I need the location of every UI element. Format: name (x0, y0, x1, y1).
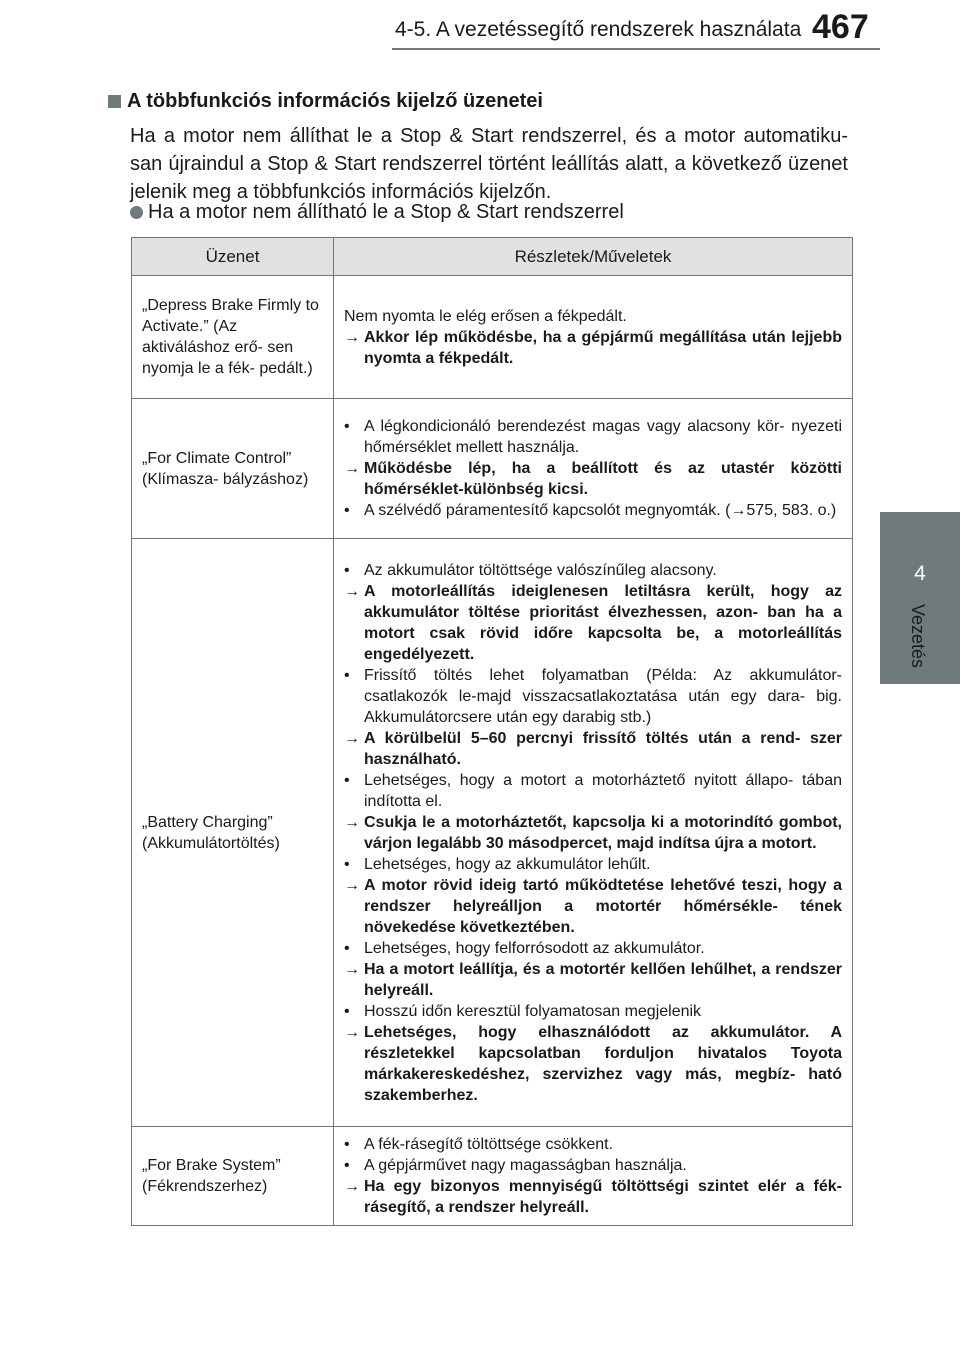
detail-arrow-item: → A körülbelül 5–60 percnyi frissítő töltés után a rend- szer használható. (344, 729, 842, 768)
chapter-label: Vezetés (908, 604, 928, 669)
bullet-icon: • (344, 1002, 350, 1020)
message-cell: „Battery Charging” (Akkumulátortöltés) (132, 539, 334, 1127)
page-number: 467 (812, 8, 869, 46)
arrow-icon: → (344, 960, 360, 978)
bullet-icon: • (344, 666, 350, 684)
details-cell (334, 276, 853, 399)
bullet-icon: • (344, 1157, 350, 1174)
table-row (132, 539, 853, 1127)
detail-bullet-item: • A légkondicionáló berendezést magas vagy alacsony kör- nyezeti hőmérséklet mellett használja. (344, 418, 842, 456)
arrow-icon: → (344, 729, 360, 747)
details-cell (334, 539, 853, 1127)
detail-bullet-item: • Frissítő töltés lehet folyamatban (Példa: Az akkumulátor- csatlakozók le-majd visszacsatlakoztatása után egy dara- big. Akkumulátorcsere után egy darabig stb.) (344, 666, 842, 726)
chapter-number: 4 (914, 562, 926, 585)
detail-arrow-item: → Akkor lép működésbe, ha a gépjármű megállítása után lejjebb nyomta a fékpedált. (344, 328, 842, 367)
bullet-icon: • (344, 561, 350, 579)
detail-bullet-item: • Lehetséges, hogy a motort a motorháztető nyitott állapo- tában indította el. (344, 771, 842, 810)
column-header-message: Üzenet (132, 238, 334, 276)
table-row (132, 399, 853, 539)
page-header (0, 0, 880, 50)
column-header-details: Részletek/Műveletek (334, 238, 853, 276)
detail-bullet-item: • Lehetséges, hogy az akkumulátor lehűlt. (344, 855, 651, 873)
arrow-icon: → (344, 328, 360, 346)
message-cell: „Depress Brake Firmly to Activate.” (Az aktiváláshoz erő- sen nyomja le a fék- pedált.) (132, 276, 334, 399)
square-bullet-icon (108, 95, 121, 108)
circle-bullet-icon (130, 206, 143, 219)
detail-arrow-item: → Lehetséges, hogy elhasználódott az akkumulátor. A részletekkel kapcsolatban forduljon hivatalos Toyota márkakereskedéshez, szervizhez vagy más, megbíz- ható szakemberhez. (344, 1023, 842, 1104)
section-title: 4-5. A vezetéssegítő rendszerek használata (395, 18, 802, 41)
bullet-icon: • (344, 939, 350, 957)
bullet-icon: • (344, 855, 350, 873)
sub-bullet (130, 201, 624, 224)
section-heading (108, 90, 543, 113)
bullet-icon: • (344, 418, 350, 435)
detail-bullet-item: • Lehetséges, hogy felforrósodott az akkumulátor. (344, 939, 705, 957)
detail-arrow-item: → Működésbe lép, ha a beállított és az utastér közötti hőmérséklet-különbség kicsi. (344, 460, 842, 498)
bullet-icon: • (344, 1136, 350, 1153)
arrow-icon: → (344, 813, 360, 831)
arrow-icon: → (344, 460, 360, 477)
details-cell (334, 399, 853, 539)
arrow-icon: → (344, 876, 360, 894)
details-cell (334, 1127, 853, 1226)
message-table (131, 237, 853, 1226)
header-rule (392, 48, 880, 50)
table-row (132, 276, 853, 399)
detail-bullet-item: • Az akkumulátor töltöttsége valószínűleg alacsony. (344, 561, 717, 579)
bullet-icon: • (344, 502, 350, 519)
table-row (132, 1127, 853, 1226)
detail-bullet-item: • A gépjárművet nagy magasságban használja. (344, 1157, 687, 1174)
detail-bullet-item: • A fék-rásegítő töltöttsége csökkent. (344, 1136, 614, 1153)
detail-arrow-item: → Ha a motort leállítja, és a motortér kellően lehűlhet, a rendszer helyreáll. (344, 960, 842, 999)
detail-arrow-item: → A motorleállítás ideiglenesen letiltásra került, hogy az akkumulátor töltése prioritást élvezhessen, azon- ban ha a motort csak rövid időre kapcsolta be, a motorleállítás engedélyezett. (344, 582, 842, 663)
message-cell: „For Brake System” (Fékrendszerhez) (132, 1127, 334, 1226)
detail-arrow-item: → Ha egy bizonyos mennyiségű töltöttségi szintet elér a fék-rásegítő, a rendszer helyreáll. (344, 1178, 842, 1216)
message-cell: „For Climate Control” (Klímasza- bályzáshoz) (132, 399, 334, 539)
arrow-icon: → (344, 1023, 360, 1041)
detail-bullet-item: • Hosszú időn keresztül folyamatosan megjelenik (344, 1002, 702, 1020)
arrow-icon: → (344, 582, 360, 600)
detail-bullet-item: • A szélvédő páramentesítő kapcsolót megnyomták. (→575, 583. o.) (344, 502, 837, 519)
sub-bullet-text: Ha a motor nem állítható le a Stop & Start rendszerrel (148, 201, 624, 223)
table-header-row (132, 238, 853, 276)
detail-arrow-item: → Csukja le a motorháztetőt, kapcsolja ki a motorindító gombot, várjon legalább 30 másodpercet, majd indítsa újra a motort. (344, 813, 842, 852)
detail-text: Nem nyomta le elég erősen a fékpedált. (344, 307, 627, 325)
section-heading-text: A többfunkciós információs kijelző üzenetei (127, 90, 543, 112)
bullet-icon: • (344, 771, 350, 789)
arrow-icon: → (344, 1178, 360, 1195)
detail-arrow-item: → A motor rövid ideig tartó működtetése lehetővé teszi, hogy a rendszer helyreálljon a motortér hőmérsékle- tének növekedése következtében. (344, 876, 842, 936)
intro-paragraph: Ha a motor nem állíthat le a Stop & Start rendszerrel, és a motor automatiku- san újraindul a Stop & Start rendszerrel történt leállítás alatt, a következő üzenet jelenik meg a többfunkciós információs kijelzőn. (130, 125, 848, 203)
